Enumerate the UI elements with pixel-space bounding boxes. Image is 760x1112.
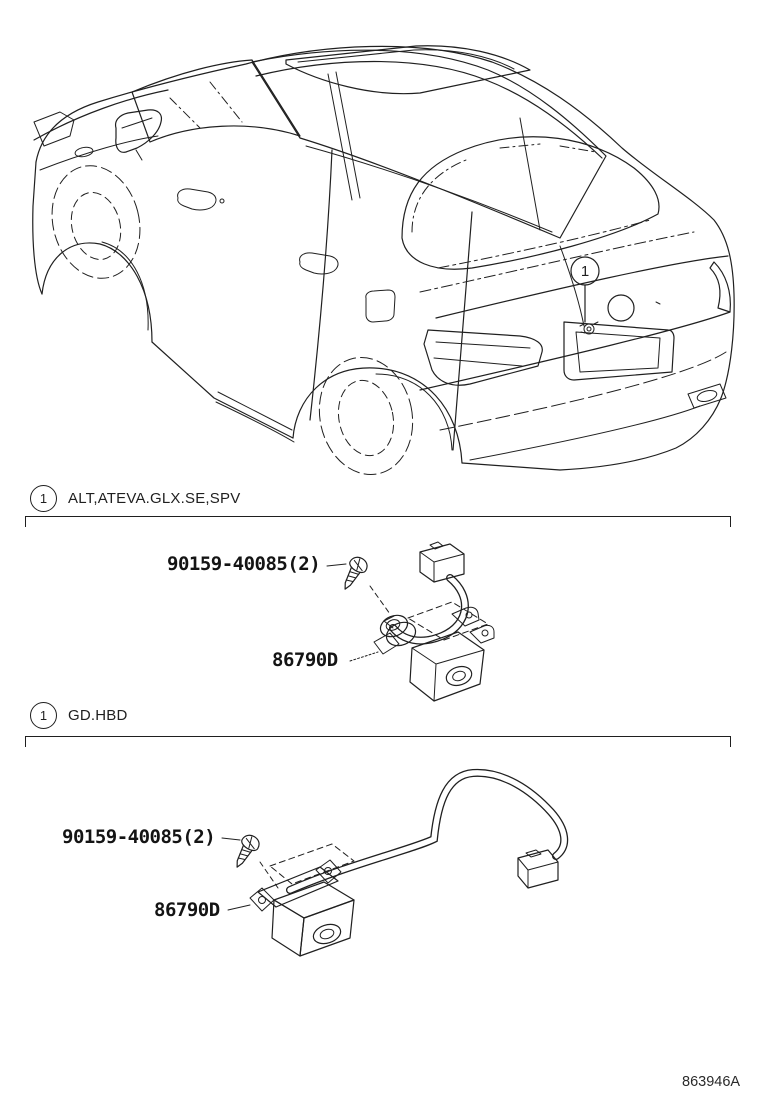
side-mirror bbox=[116, 110, 162, 160]
doors bbox=[178, 150, 472, 450]
part-number-label: 86790D bbox=[272, 649, 338, 671]
screw-alignment-dashes bbox=[370, 586, 390, 614]
part-number-label: 90159-40085(2) bbox=[167, 553, 321, 575]
section-1-variant-label: ALT,ATEVA.GLX.SE,SPV bbox=[68, 490, 241, 507]
trunk-emblem bbox=[608, 295, 634, 321]
screw-icon bbox=[229, 832, 262, 871]
section-1-header bbox=[30, 485, 240, 512]
connector-icon bbox=[518, 850, 558, 888]
leader-line bbox=[327, 564, 346, 566]
section-1-callout-number: 1 bbox=[39, 491, 48, 506]
taillight-right bbox=[710, 262, 730, 312]
section-2-header bbox=[30, 702, 128, 729]
leader-line bbox=[350, 652, 378, 661]
trunk-lid bbox=[420, 220, 728, 326]
section-2-callout-number: 1 bbox=[39, 708, 48, 723]
fuel-door bbox=[366, 290, 395, 322]
part-number-label: 86790D bbox=[154, 899, 220, 921]
car-body bbox=[33, 46, 734, 484]
car-rear-illustration bbox=[0, 0, 760, 500]
leader-line bbox=[228, 905, 250, 910]
section-2-callout-badge bbox=[30, 702, 57, 729]
section-1-callout-badge bbox=[30, 485, 57, 512]
section-2-bracket bbox=[25, 736, 731, 747]
section-2-part-diagram bbox=[0, 750, 760, 1010]
taillight-left bbox=[424, 330, 542, 385]
connector-icon bbox=[420, 542, 464, 582]
callout-number: 1 bbox=[580, 263, 590, 280]
section-2-variant-label: GD.HBD bbox=[68, 707, 128, 724]
section-1-part-diagram bbox=[0, 530, 760, 710]
rear-bumper bbox=[420, 312, 730, 460]
screw-alignment-dashes bbox=[260, 862, 278, 888]
section-1-bracket bbox=[25, 516, 731, 527]
rear-camera-icon bbox=[250, 860, 354, 956]
sunroof bbox=[286, 46, 530, 94]
part-number-label: 90159-40085(2) bbox=[62, 826, 216, 848]
screw-icon bbox=[337, 554, 370, 593]
leader-line bbox=[222, 838, 240, 840]
document-number: 863946A bbox=[682, 1074, 741, 1090]
license-plate-garnish bbox=[564, 295, 674, 380]
side-windows bbox=[252, 50, 606, 238]
camera-harness-cable bbox=[384, 578, 465, 641]
